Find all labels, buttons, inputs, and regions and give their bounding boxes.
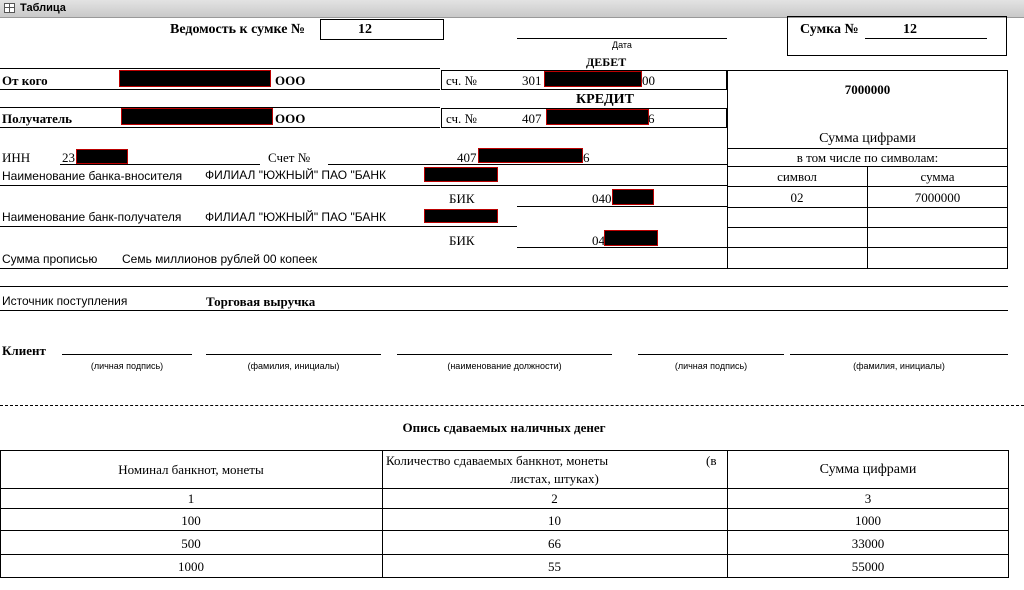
table-row-line [0,508,1009,509]
row-line [0,268,727,269]
row-nominal: 500 [181,536,201,551]
redacted-credit-account [547,110,648,124]
client-label: Клиент [2,343,46,358]
credit-acc-label: сч. № [446,111,477,126]
caption-signature-2: (личная подпись) [674,361,748,371]
depositor-bank-name: ФИЛИАЛ "ЮЖНЫЙ" ПАО "БАНК [205,168,386,182]
bik1-label: БИК [449,191,475,206]
header-sum: Сумма цифрами [819,462,917,477]
credit-label: КРЕДИТ [576,92,634,107]
account-prefix: 407 [457,150,477,165]
row-sum: 1000 [855,513,881,528]
row-line [0,286,1008,287]
source-value: Торговая выручка [206,294,316,309]
row-sum: 55000 [851,559,885,574]
row-line [0,310,1008,311]
bik1-prefix: 040 [592,191,612,206]
debit-acc-suffix: 00 [642,73,655,88]
by-symbols-label: в том числе по символам: [796,150,939,165]
credit-acc-suffix: 6 [648,111,655,126]
window-title: Таблица [20,2,66,14]
recipient-suffix: ООО [275,111,306,126]
table-row-line [0,488,1009,489]
recipient-bank-name: ФИЛИАЛ "ЮЖНЫЙ" ПАО "БАНК [205,210,386,224]
row-line [0,89,440,90]
bag-label: Сумка № [800,22,859,37]
account-suffix: 6 [583,150,590,165]
row-line [0,226,517,227]
summary-line [727,207,1008,208]
redacted-from-name [120,71,270,86]
col-sum-header: сумма [920,169,955,184]
debit-acc-label: сч. № [446,73,477,88]
row-nominal: 100 [181,513,201,528]
row-line [0,68,440,69]
date-line [517,38,727,39]
redacted-depositor-bank [425,168,497,181]
source-label: Источник поступления [2,294,128,308]
debit-label: ДЕБЕТ [586,55,627,69]
from-suffix: ООО [275,73,306,88]
cut-line [0,405,1024,406]
redacted-inn [77,150,127,163]
col-number-2: 2 [551,491,558,506]
caption-position: (наименование должности) [447,361,562,371]
table-row-line [0,530,1009,531]
row-nominal: 1000 [178,559,204,574]
summary-line [727,247,1008,248]
bag-number: 12 [903,22,917,37]
summary-line [727,186,1008,187]
account-label: Счет № [268,150,311,165]
summary-amount-caption: Сумма цифрами [819,131,916,146]
caption-name-1: (фамилия, инициалы) [247,361,340,371]
header-count-line1: Количество сдаваемых банкнот, монеты [386,453,609,468]
summary-line [727,227,1008,228]
words-label: Сумма прописью [2,252,98,266]
redacted-account [479,149,582,162]
words-value: Семь миллионов рублей 00 копеек [122,252,318,266]
header-count-line2: листах, штуках) [510,471,599,486]
table-row-line [0,554,1009,555]
row-line [0,107,440,108]
debit-acc-prefix: 301 [522,73,542,88]
signature-line [638,354,784,355]
date-caption: Дата [612,40,632,50]
signature-line [206,354,381,355]
row-line [0,185,727,186]
col-symbol-header: символ [777,169,817,184]
statement-number: 12 [358,22,372,37]
credit-acc-prefix: 407 [522,111,542,126]
signature-line [397,354,612,355]
caption-signature-1: (личная подпись) [90,361,164,371]
bik2-label: БИК [449,233,475,248]
header-count-bracket: (в [706,453,717,468]
caption-name-2: (фамилия, инициалы) [853,361,945,371]
account-line [328,164,727,165]
row-line [0,127,440,128]
redacted-bik2 [605,231,657,245]
row-count: 10 [548,513,561,528]
row-sum: 33000 [851,536,885,551]
recipient-label: Получатель [2,111,73,126]
recipient-bank-label: Наименование банк-получателя [2,210,182,224]
inn-label: ИНН [2,150,31,165]
inn-prefix: 23 [62,150,75,165]
from-label: От кого [2,73,48,88]
header-nominal: Номинал банкнот, монеты [118,462,264,477]
signature-line [790,354,1008,355]
inn-line [60,164,260,165]
bag-number-line [865,38,987,39]
statement-number-box [320,19,444,40]
signature-line [62,354,192,355]
depositor-bank-label: Наименование банка-вносителя [2,169,183,183]
symbol-sum-value: 7000000 [914,190,961,205]
row-count: 66 [548,536,561,551]
redacted-recipient-name [122,109,272,124]
bik2-line [517,247,727,248]
bik2-prefix: 04 [592,233,605,248]
redacted-recipient-bank [425,210,497,222]
summary-line [727,148,1008,149]
redacted-debit-account [545,72,641,86]
col-number-1: 1 [187,491,195,506]
redacted-bik1 [613,190,653,204]
summary-amount: 7000000 [844,82,891,97]
table-icon [4,3,15,13]
statement-label: Ведомость к сумке № [170,22,305,37]
col-number-3: 3 [864,491,872,506]
symbol-value: 02 [790,190,804,205]
row-count: 55 [548,559,561,574]
inventory-title: Опись сдаваемых наличных денег [402,420,606,435]
bik1-line [517,206,727,207]
